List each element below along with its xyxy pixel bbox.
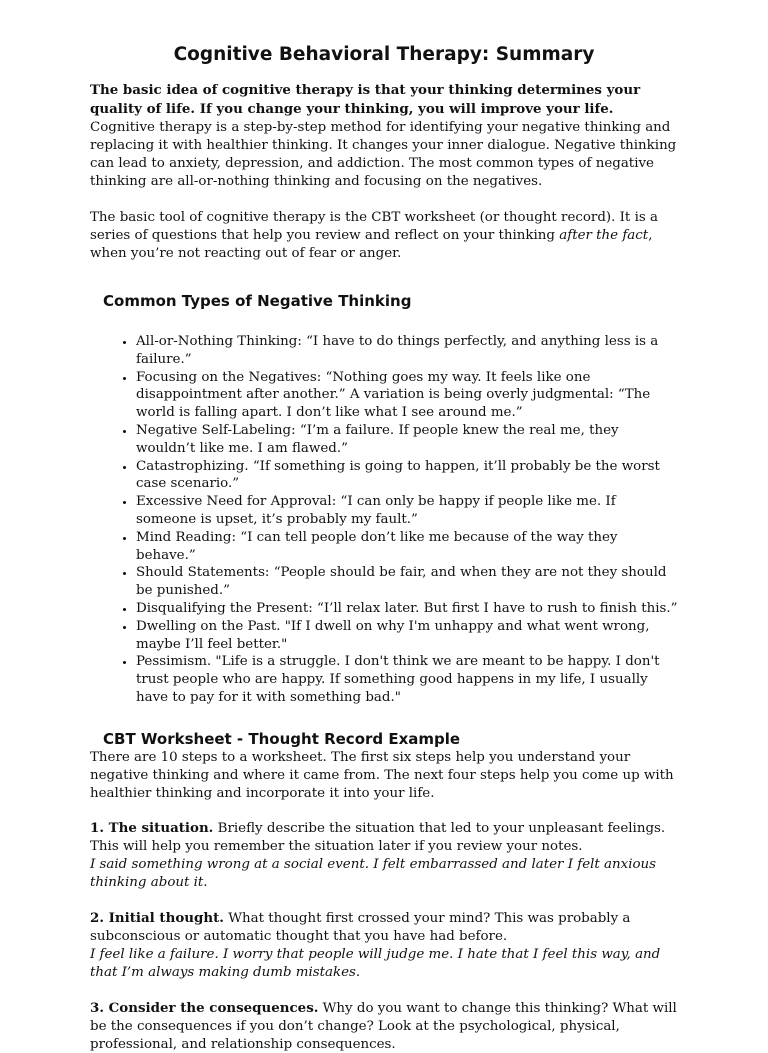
step-label: 1. The situation. [90, 820, 214, 837]
list-item: • Catastrophizing. “If something is going to happen, it’ll probably be the worst case scenario.” [136, 458, 678, 494]
intro-text: Cognitive therapy is a step-by-step method for identifying your negative thinking and replacing it with healthier thinking. It changes your inner dialogue. Negative thinking can lead to anxiety, depression, and addiction. The most common types of negative thinking are all-or-nothing thinking and focusing on the negatives. [90, 120, 677, 189]
tool-paragraph [90, 209, 678, 263]
list-item: • Should Statements: “People should be fair, and when they are not they should be punished.” [136, 564, 678, 600]
list-item: • All-or-Nothing Thinking: “I have to do things perfectly, and anything less is a failure.” [136, 333, 678, 369]
step-label: 3. Consider the consequences. [90, 999, 319, 1016]
negative-thinking-list [90, 333, 678, 707]
types-heading: Common Types of Negative Thinking [103, 292, 412, 310]
step-2-paragraph [90, 910, 678, 946]
list-item: • Excessive Need for Approval: “I can only be happy if people like me. If someone is upset, it’s probably my fault.” [136, 493, 678, 529]
list-item: • Negative Self-Labeling: “I’m a failure. If people knew the real me, they wouldn’t like me. I am flawed.” [136, 422, 678, 458]
step-text: What thought first crossed your mind? This was probably a subconscious or automatic thought that you have had before. [90, 911, 631, 944]
intro-paragraph [90, 81, 678, 191]
step-1-paragraph [90, 820, 678, 856]
step-2-example: I feel like a failure. I worry that people will judge me. I hate that I feel this way, and that I’m always making dumb mistakes. [90, 946, 661, 980]
cbt-heading: CBT Worksheet - Thought Record Example [103, 729, 461, 748]
tool-text-italic: after the fact [559, 228, 649, 243]
cbt-intro-paragraph: There are 10 steps to a worksheet. The first six steps help you understand your negative thinking and where it came from. The next four steps help you come up with healthier thinking and incorporate it into your life. [90, 749, 674, 801]
tool-text-before: The basic tool of cognitive therapy is the CBT worksheet (or thought record). It is a series of questions that help you review and reflect on your thinking [90, 210, 658, 243]
step-1-example: I said something wrong at a social event. I felt embarrassed and later I felt anxious thinking about it. [90, 857, 657, 891]
step-text: Briefly describe the situation that led to your unpleasant feelings. This will help you remember the situation later if you review your notes. [90, 821, 666, 855]
list-item: • Mind Reading: “I can tell people don’t like me because of the way they behave.” [136, 529, 678, 565]
step-label: 2. Initial thought. [90, 910, 224, 927]
step-text: Why do you want to change this thinking? What will be the consequences if you don’t change? Look at the psychological, physical, professional, and relationship consequences. [90, 1000, 677, 1052]
intro-bold-text: The basic idea of cognitive therapy is that your thinking determines your quality of life. If you change your thinking, you will improve your life. [90, 82, 641, 117]
list-item: • Focusing on the Negatives: “Nothing goes my way. It feels like one disappointment after another.” A variation is being overly judgmental: “The world is falling apart. I don’t like what I see around me.” [136, 369, 678, 422]
list-item: • Disqualifying the Present: “I’ll relax later. But first I have to rush to finish this.” [136, 600, 678, 618]
list-item: • Pessimism. "Life is a struggle. I don't think we are meant to be happy. I don't trust people who are happy. If something good happens in my life, I usually have to pay for it with something bad." [136, 653, 678, 706]
step-3-paragraph [90, 1000, 678, 1053]
page-title: Cognitive Behavioral Therapy: Summary [173, 44, 595, 65]
list-item: • Dwelling on the Past. "If I dwell on why I'm unhappy and what went wrong, maybe I’ll feel better." [136, 618, 678, 654]
tool-text-after: , when you’re not reacting out of fear or anger. [90, 228, 653, 261]
